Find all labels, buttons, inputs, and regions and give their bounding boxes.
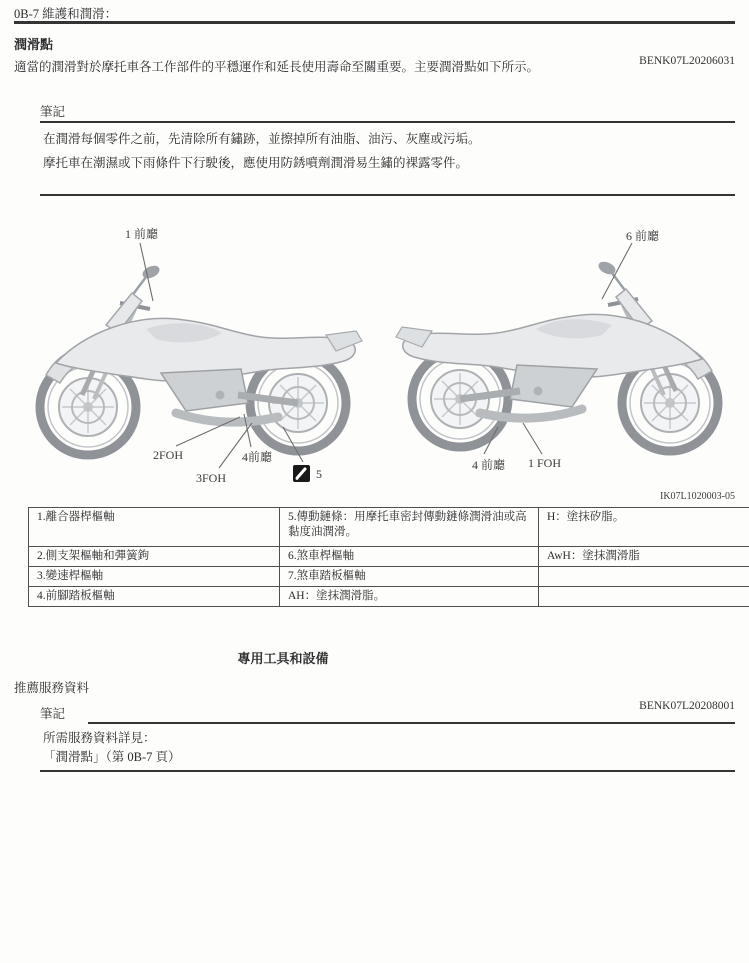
table-row — [29, 547, 749, 567]
note1-line1: 在潤滑每個零件之前，先清除所有鏽跡，並擦掉所有油脂、油污、灰塵或污垢。 — [43, 132, 481, 146]
table-cell: 3.變速桿樞軸 — [29, 567, 280, 587]
page-header-breadcrumb: 0B-7 維護和潤滑： — [14, 7, 118, 21]
special-tools-heading: 專用工具和設備 — [237, 651, 329, 666]
table-cell: 1.離合器桿樞軸 — [29, 508, 280, 547]
note2-line1: 所需服務資料詳見： — [43, 731, 156, 745]
table-row — [29, 508, 749, 547]
table-cell: H：塗抹矽脂。 — [539, 508, 749, 547]
table-cell — [539, 567, 749, 587]
figure-label-3foh: 3FOH — [196, 471, 227, 485]
note1-line2: 摩托車在潮濕或下雨條件下行駛後，應使用防銹噴劑潤滑易生鏽的裸露零件。 — [43, 156, 469, 170]
figure-label-5: 5 — [316, 467, 322, 481]
note2-label: 筆記 — [40, 707, 66, 721]
table-cell — [539, 587, 749, 607]
figure-label-4-front-right: 4 前廳 — [472, 458, 506, 472]
table-cell: 4.前腳踏板樞軸 — [29, 587, 280, 607]
doc-code-bottom: BENK07L20208001 — [639, 700, 735, 712]
table-cell: 7.煞車踏板樞軸 — [280, 567, 539, 587]
table-row — [29, 567, 749, 587]
figure-label-4-front-left: 4前廳 — [242, 450, 273, 464]
figure-label-1foh: 1 FOH — [528, 456, 562, 470]
table-cell: 2.側支架樞軸和彈簧鉤 — [29, 547, 280, 567]
oil-brush-icon — [293, 465, 310, 482]
lubrication-legend-table — [28, 507, 749, 607]
figure-label-1-front: 1 前廳 — [125, 227, 159, 241]
figure-label-6-front: 6 前廳 — [626, 229, 660, 243]
table-cell: AwH：塗抹潤滑脂 — [539, 547, 749, 567]
note1-bottom-rule — [40, 194, 735, 196]
note2-line2: 「潤滑點」（第 0B-7 頁） — [43, 750, 181, 764]
lubrication-points-figure — [0, 215, 749, 507]
note2-top-rule — [88, 722, 735, 724]
intro-paragraph: 適當的潤滑對於摩托車各工作部件的平穩運作和延長使用壽命至關重要。主要潤滑點如下所示。 — [14, 60, 540, 74]
note1-top-rule — [40, 121, 735, 123]
note1-label: 筆記 — [40, 105, 66, 119]
recommended-service-title: 推薦服務資料 — [14, 681, 90, 695]
note2-bottom-rule — [40, 770, 735, 772]
table-row — [29, 587, 749, 607]
section-title-lubrication-points: 潤滑點 — [14, 37, 54, 52]
table-cell: 6.煞車桿樞軸 — [280, 547, 539, 567]
header-divider — [14, 21, 735, 24]
figure-label-2foh: 2FOH — [153, 448, 184, 462]
figure-leader-lines — [0, 215, 749, 507]
table-cell: AH：塗抹潤滑脂。 — [280, 587, 539, 607]
table-cell: 5.傳動鏈條：用摩托車密封傳動鏈條潤滑油或高黏度油潤滑。 — [280, 508, 539, 547]
figure-id-code: IK07L1020003-05 — [660, 491, 735, 502]
doc-code-top: BENK07L20206031 — [639, 55, 735, 67]
